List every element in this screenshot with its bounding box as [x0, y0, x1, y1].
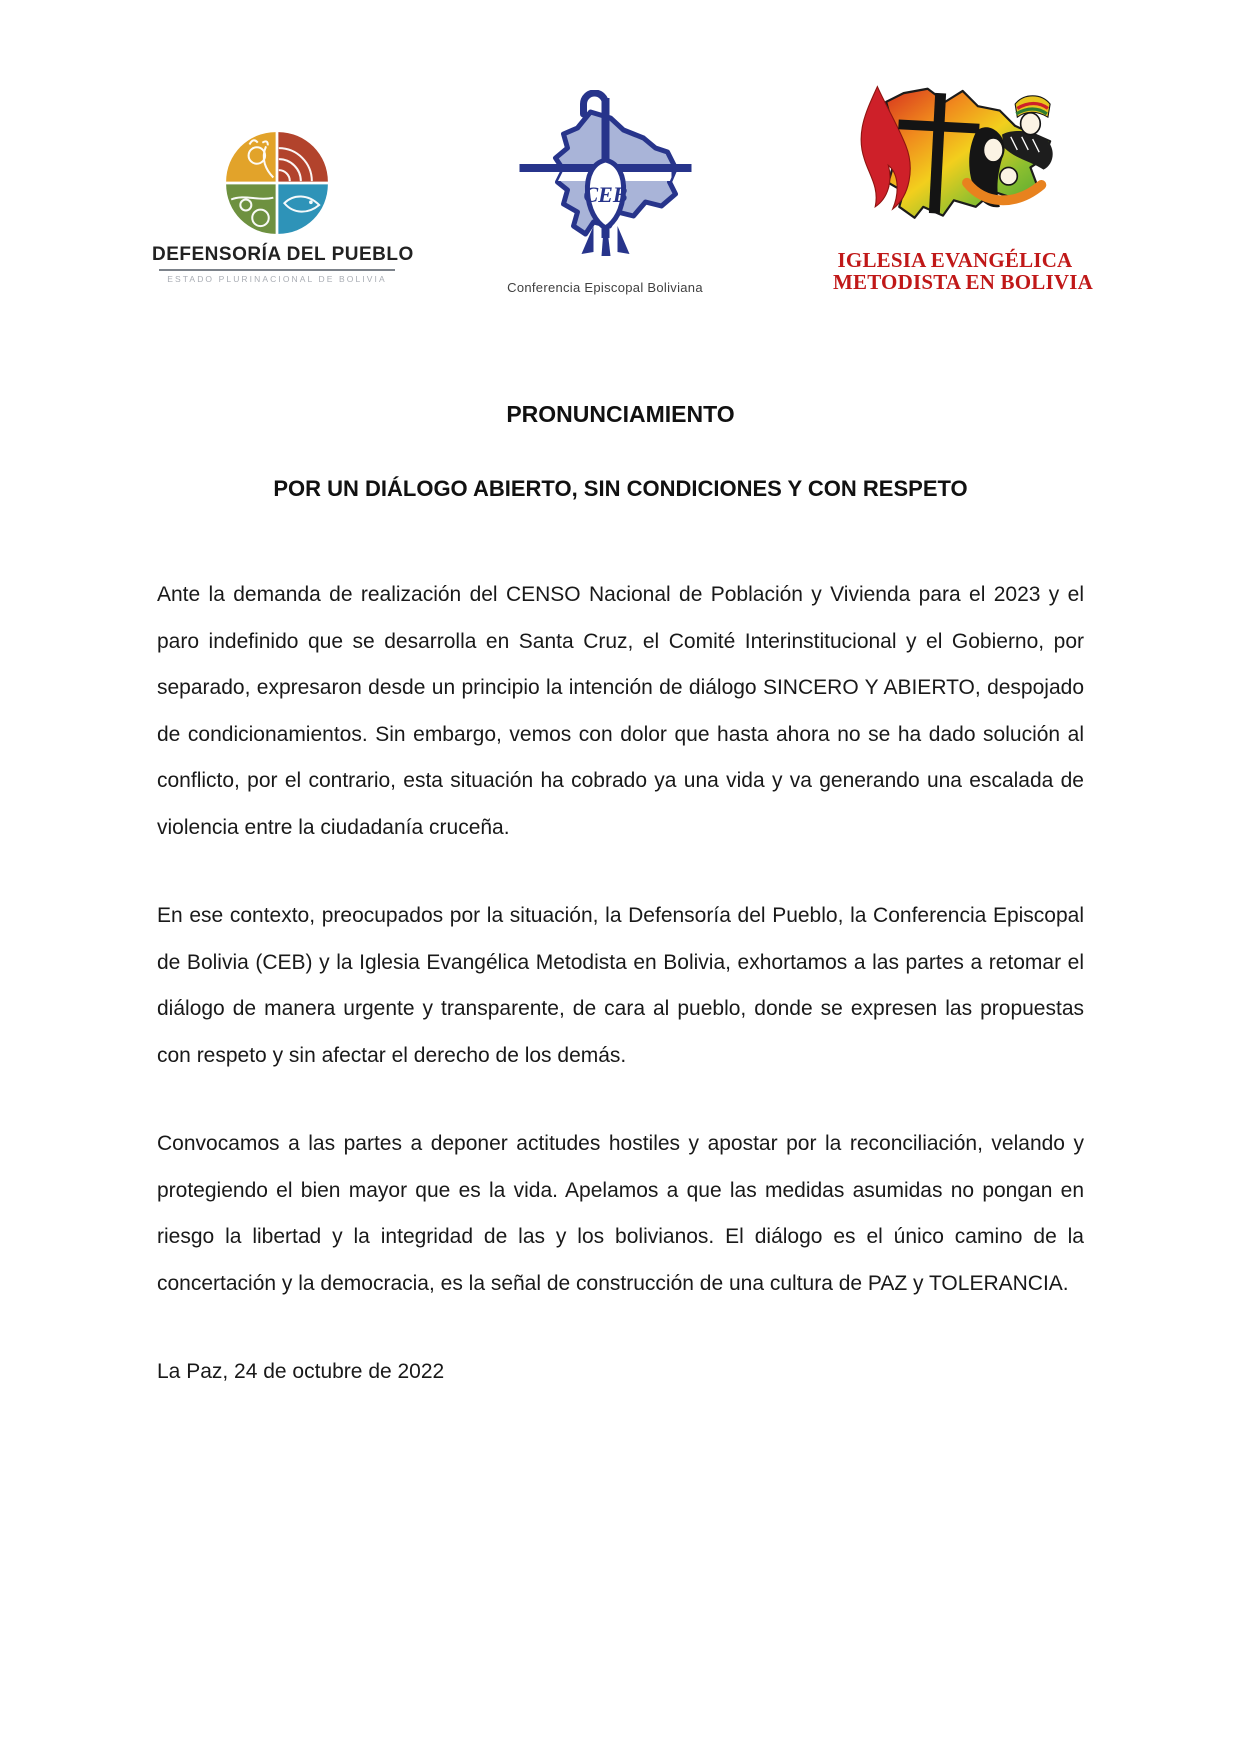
ceb-logo-caption: Conferencia Episcopal Boliviana — [507, 280, 703, 295]
iemb-logo-title-line1: IGLESIA EVANGÉLICA — [837, 248, 1073, 272]
defensoria-logo-title: DEFENSORÍA DEL PUEBLO — [152, 244, 414, 265]
defensoria-logo-block — [152, 128, 414, 284]
logos-header — [0, 0, 1241, 345]
iemb-logo-title-line2: METODISTA EN BOLIVIA — [833, 270, 1093, 294]
document-title: PRONUNCIAMIENTO — [506, 401, 735, 427]
defensoria-del-pueblo-logo-icon — [222, 128, 332, 238]
defensoria-logo-subtitle: ESTADO PLURINACIONAL DE BOLIVIA — [159, 269, 395, 284]
date-line: La Paz, 24 de octubre de 2022 — [157, 1360, 445, 1383]
document-subtitle: POR UN DIÁLOGO ABIERTO, SIN CONDICIONES Y CON RESPETO — [273, 476, 968, 501]
iglesia-evangelica-metodista-logo-icon — [840, 80, 1070, 244]
body-paragraph-1: Ante la demanda de realización del CENSO Nacional de Población y Vivienda para el 2023 y el paro indefinido que se desarrolla en Santa Cruz, el Comité Interinstitucional y el Gobierno, por separado, expresaron desde un principio la intención de diálogo SINCERO Y ABIERTO, despojado de condicionamientos. Sin embargo, vemos con dolor que hasta ahora no se ha dado solución al conflicto, por el contrario, esta situación ha cobrado ya una vida y va generando una escalada de violencia entre la ciudadanía cruceña. — [157, 583, 1084, 839]
document-body — [0, 401, 1241, 1396]
body-paragraph-2: En ese contexto, preocupados por la situación, la Defensoría del Pueblo, la Conferencia Episcopal de Bolivia (CEB) y la Iglesia Evangélica Metodista en Bolivia, exhortamos a las partes a retomar el diálogo de manera urgente y transparente, de cara al pueblo, donde se expresen las propuestas con respeto y sin afectar el derecho de los demás. — [157, 904, 1084, 1067]
ceb-logo-block — [478, 90, 732, 295]
conferencia-episcopal-boliviana-logo-icon — [513, 90, 698, 275]
ceb-monogram: CEB — [582, 182, 628, 207]
body-paragraph-3: Convocamos a las partes a deponer actitudes hostiles y apostar por la reconciliación, velando y protegiendo el bien mayor que es la vida. Apelamos a que las medidas asumidas no pongan en riesgo la libertad y la integridad de las y los bolivianos. El diálogo es el único camino de la concertación y la democracia, es la señal de construcción de una cultura de PAZ y TOLERANCIA. — [157, 1132, 1084, 1295]
iemb-logo-block — [833, 80, 1093, 294]
